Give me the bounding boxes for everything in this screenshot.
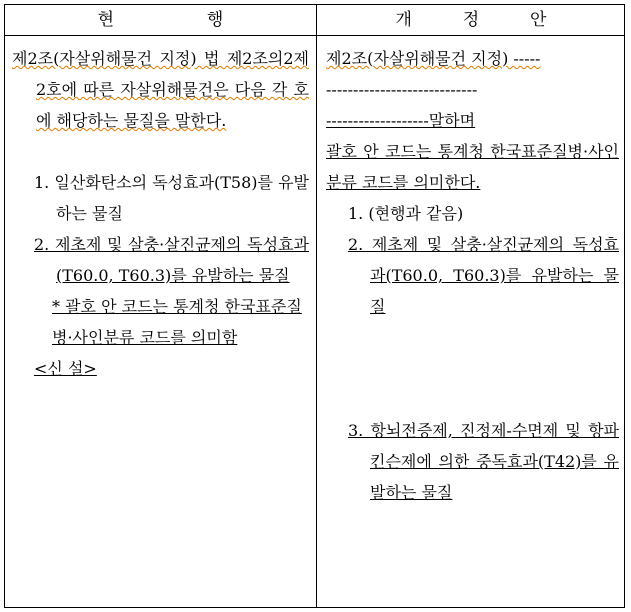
header-proposed-char-2: 정 [462,10,480,30]
proposed-item-1: 1. (현행과 같음) [348,204,464,223]
proposed-column [326,43,619,508]
header-proposed-char-1: 개 [395,10,412,30]
current-item-2: 2. 제초제 및 살충·살진균제의 독성효과(T60.0, T60.3)를 유발하는 물질 [34,235,309,285]
proposed-intro-lead: 제2조(자살위해물건 지정) ----- [326,49,541,68]
current-new-marker: <신 설> [34,359,97,378]
header-current-char-1: 현 [97,10,115,30]
header-current [5,5,316,35]
header-proposed [317,5,625,35]
header-current-char-2: 행 [206,10,224,30]
column-divider [316,5,317,607]
current-note: * 괄호 안 코드는 통계청 한국표준질병·사인분류 코드를 의미함 [52,297,302,347]
proposed-dash-line-2: -------------------말하며 [326,111,476,130]
proposed-dash-line-1: ---------------------------- [326,80,478,99]
current-item-1: 1. 일산화탄소의 독성효과(T58)를 유발하는 물질 [34,173,309,223]
header-divider [5,35,624,36]
header-proposed-char-3: 안 [530,10,547,30]
current-column [12,43,309,384]
proposed-item-2: 2. 제초제 및 살충·살진균제의 독성효과(T60.0, T60.3)를 유발하는 물질 [348,235,619,316]
proposed-intro-tail: 괄호 안 코드는 통계청 한국표준질병·사인분류 코드를 의미한다. [326,142,619,192]
proposed-item-3: 3. 항뇌전증제, 진정제-수면제 및 항파킨슨제에 의한 중독효과(T42)를 유발하는 물질 [348,421,619,502]
comparison-table [4,4,625,608]
current-intro: 제2조(자살위해물건 지정) 법 제2조의2제2호에 따른 자살위해물건은 다음 각 호에 해당하는 물질을 말한다. [12,49,309,130]
